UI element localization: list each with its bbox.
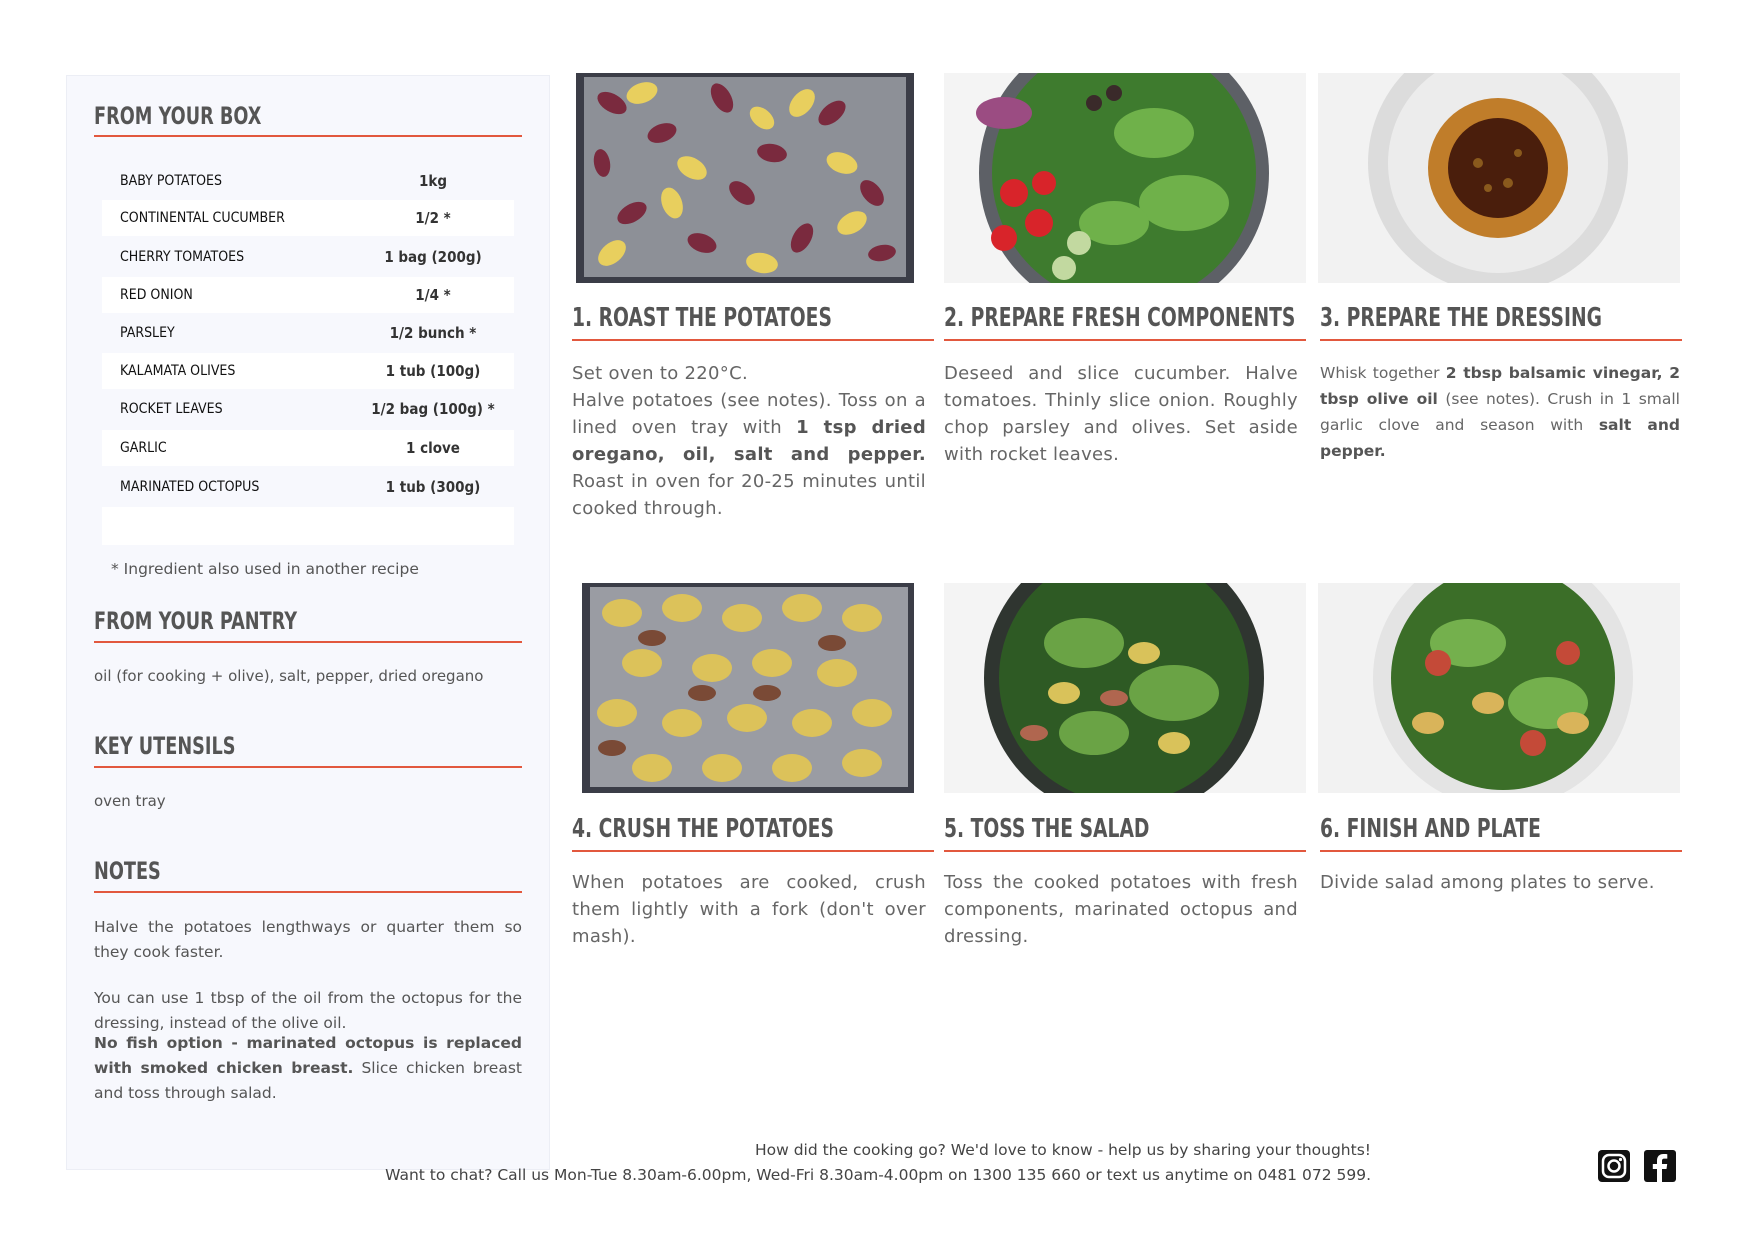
ingredient-qty: 1/2 bag (100g) * [371,400,495,418]
step-4-text: When potatoes are cooked, crush them lightly with a fork (don't over mash). [572,872,926,947]
ingredient-qty: 1/2 * [415,209,451,227]
utensils-text: oven tray [94,792,166,810]
step-2-text: Deseed and slice cucumber. Halve tomatoes. Thinly slice onion. Roughly chop parsley and olives. Set aside with rocket leaves. [944,363,1298,465]
step-3-rule [1320,339,1682,341]
ingredient-qty: 1/4 * [415,286,451,304]
step-5-photo [944,583,1306,793]
ingredient-row [102,430,514,466]
step-6-title: 6. FINISH AND PLATE [1320,814,1541,844]
facebook-icon[interactable] [1642,1148,1678,1184]
ingredient-row [102,277,514,313]
pantry-title-rule [94,641,522,643]
ingredient-name: GARLIC [120,440,167,456]
note-rest: Slice chicken breast and toss through salad. [94,1059,522,1102]
ingredient-name: BABY POTATOES [120,173,223,189]
step-5-rule [944,850,1306,852]
step-4-title: 4. CRUSH THE POTATOES [572,814,834,844]
step-2-photo [944,73,1306,283]
step-1-title: 1. ROAST THE POTATOES [572,303,832,333]
step-6-text: Divide salad among plates to serve. [1320,872,1655,893]
pantry-title: FROM YOUR PANTRY [94,607,298,635]
step-2-title: 2. PREPARE FRESH COMPONENTS [944,303,1296,333]
notes-title: NOTES [94,857,161,885]
step-2-rule [944,339,1306,341]
ingredient-qty: 1 tub (100g) [385,362,481,380]
ingredient-row [102,239,514,275]
instagram-icon[interactable] [1596,1148,1632,1184]
step-3-text-bold-b: salt and pepper. [1320,416,1680,460]
ingredient-row [102,315,514,351]
ingredient-row [102,469,514,505]
ingredient-name: MARINATED OCTOPUS [120,479,260,495]
step-3-text-bold-a: 2 tbsp balsamic vinegar, 2 tbsp olive oil [1320,364,1680,408]
step-1-line-1: Set oven to 220°C. [572,363,748,384]
ingredients-sidebar [66,75,550,1170]
footer-contact: Want to chat? Call us Mon-Tue 8.30am-6.00pm, Wed-Fri 8.30am-4.00pm on 1300 135 660 or text us anytime on 0481 072 599. [385,1166,1371,1184]
ingredient-qty: 1 clove [406,439,460,457]
step-3-text-b: (see notes). Crush in 1 small garlic clove and season with [1320,390,1680,434]
ingredient-name: CONTINENTAL CUCUMBER [120,210,285,226]
utensils-title-rule [94,766,522,768]
note-bold: No fish option - marinated octopus is replaced with smoked chicken breast. [94,1034,522,1077]
note-paragraph [94,1031,522,1106]
step-1-rule [572,339,934,341]
ingredient-qty: 1kg [418,172,448,190]
footer-feedback: How did the cooking go? We'd love to know - help us by sharing your thoughts! [754,1141,1371,1159]
step-1-text-bold: 1 tsp dried oregano, oil, salt and pepper. [572,417,927,465]
ingredient-name: PARSLEY [120,325,175,341]
note-paragraph: Halve the potatoes lengthways or quarter them so they cook faster. [94,918,522,961]
utensils-title: KEY UTENSILS [94,732,236,760]
ingredient-row [102,163,514,199]
step-5-text: Toss the cooked potatoes with fresh components, marinated octopus and dressing. [944,872,1298,947]
step-6-rule [1320,850,1682,852]
step-3-title: 3. PREPARE THE DRESSING [1320,303,1602,333]
step-4-rule [572,850,934,852]
pantry-text: oil (for cooking + olive), salt, pepper, dried oregano [94,667,484,685]
box-title-rule [94,135,522,137]
ingredient-name: KALAMATA OLIVES [120,363,236,379]
ingredient-row [102,200,514,236]
footnote: * Ingredient also used in another recipe [111,560,419,578]
step-1-text [572,360,926,522]
step-3-text-a: Whisk together [1320,364,1446,382]
ingredient-qty: 1/2 bunch * [389,324,477,342]
box-title: FROM YOUR BOX [94,102,262,130]
ingredient-row [102,353,514,389]
ingredient-row [102,391,514,427]
step-3-photo [1318,73,1680,283]
note-paragraph: You can use 1 tbsp of the oil from the octopus for the dressing, instead of the olive oil. [94,989,522,1032]
ingredient-qty: 1 tub (300g) [385,478,481,496]
notes-title-rule [94,891,522,893]
ingredient-row-empty [102,507,514,545]
step-6-photo [1318,583,1680,793]
step-1-text-b: Roast in oven for 20-25 minutes until cooked through. [572,471,926,519]
ingredient-name: CHERRY TOMATOES [120,249,245,265]
step-3-text [1320,360,1680,464]
step-1-text-a: Halve potatoes (see notes). Toss on a lined oven tray with [572,390,926,438]
step-4-photo [572,583,934,793]
ingredient-name: RED ONION [120,287,193,303]
ingredient-name: ROCKET LEAVES [120,401,223,417]
ingredient-qty: 1 bag (200g) [384,248,482,266]
step-1-photo [572,73,934,283]
step-5-title: 5. TOSS THE SALAD [944,814,1150,844]
